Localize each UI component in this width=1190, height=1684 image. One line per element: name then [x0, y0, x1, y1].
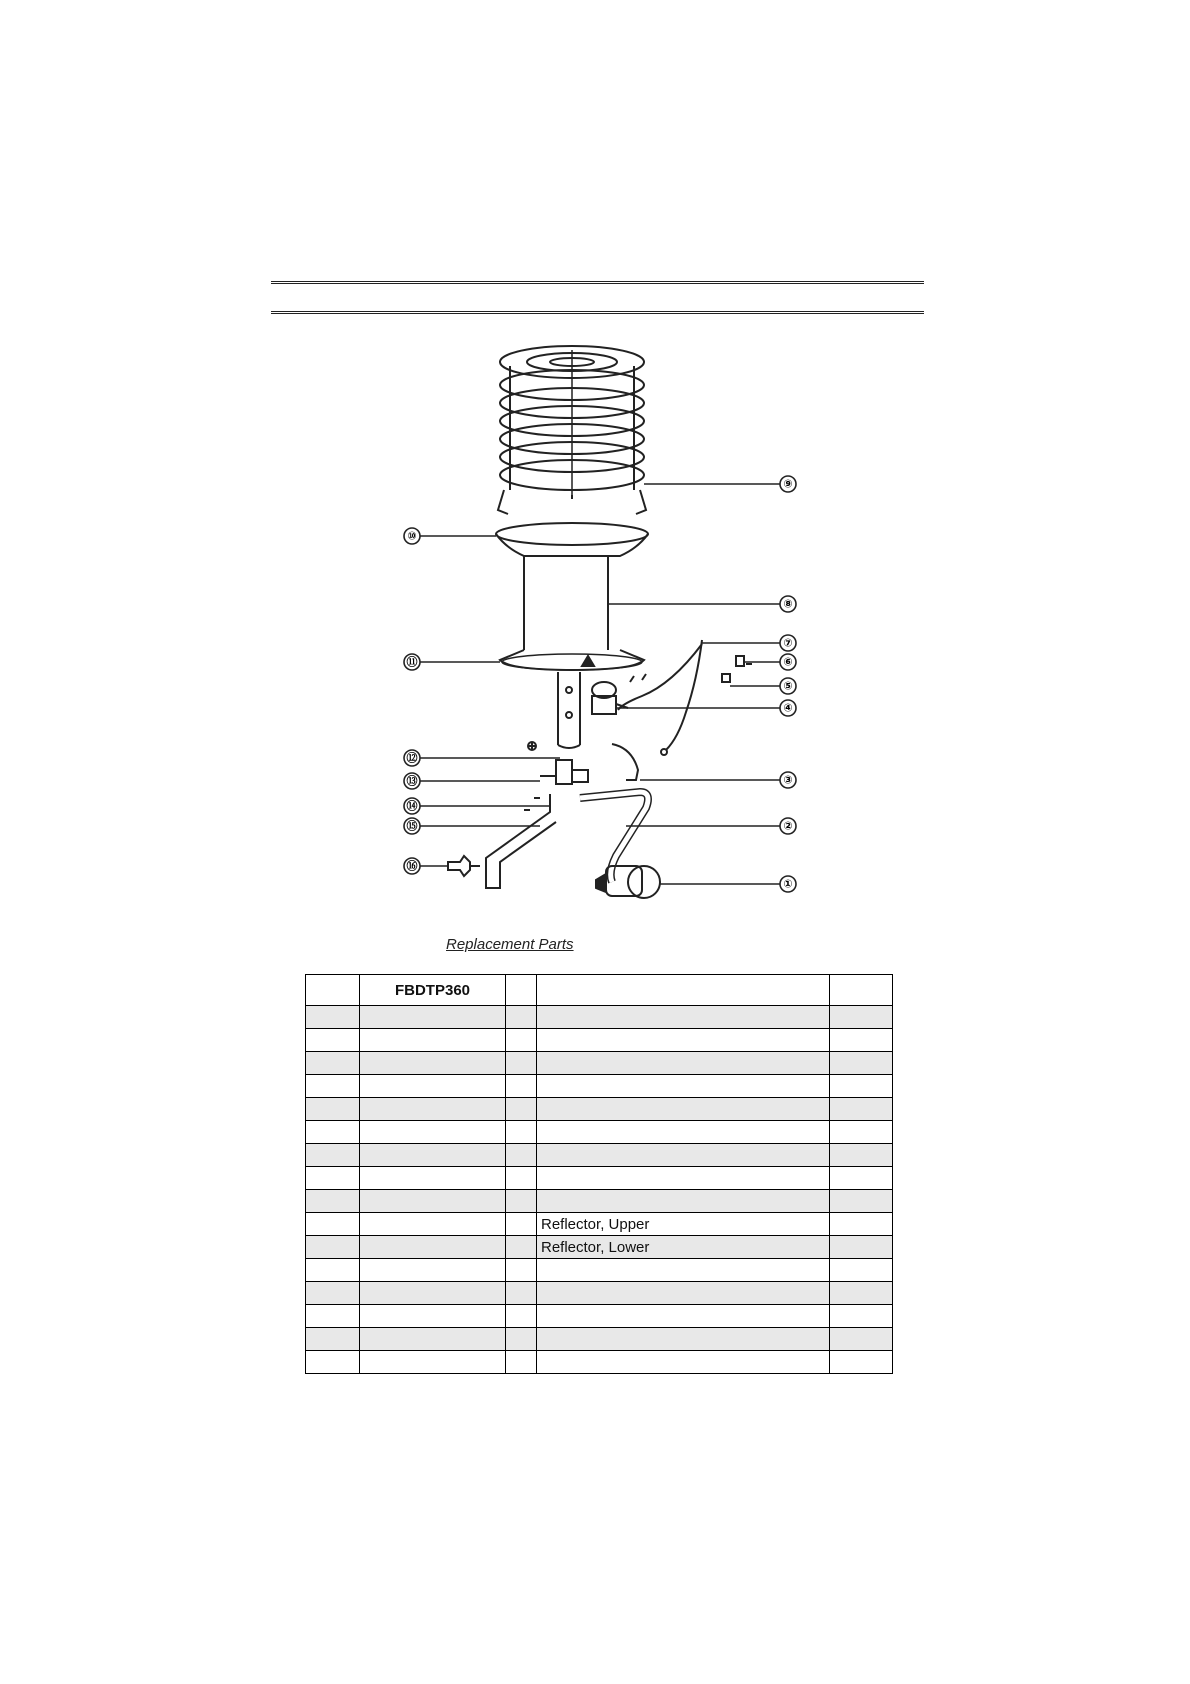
table-cell	[306, 1167, 360, 1190]
callout-14: ⑭	[406, 799, 418, 813]
control-knob	[448, 856, 480, 876]
table-cell	[830, 1006, 893, 1029]
table-cell	[506, 1190, 537, 1213]
table-cell	[360, 1282, 506, 1305]
table-cell	[537, 1121, 830, 1144]
table-cell	[306, 1075, 360, 1098]
table-cell	[506, 1029, 537, 1052]
table-cell	[360, 1098, 506, 1121]
table-cell	[506, 1328, 537, 1351]
table-cell: Reflector, Upper	[537, 1213, 830, 1236]
table-cell	[360, 1052, 506, 1075]
table-cell	[506, 1098, 537, 1121]
callout-11: ⑪	[406, 655, 418, 669]
table-cell	[360, 1351, 506, 1374]
callout-9: ⑨	[783, 477, 793, 491]
table-cell	[830, 1282, 893, 1305]
table-cell	[360, 1213, 506, 1236]
table-cell	[537, 1351, 830, 1374]
replacement-parts-caption: Replacement Parts	[446, 936, 574, 953]
table-cell	[537, 1144, 830, 1167]
table-cell	[506, 1282, 537, 1305]
table-cell	[537, 1282, 830, 1305]
table-cell	[537, 1305, 830, 1328]
table-cell	[537, 1328, 830, 1351]
table-cell	[537, 1190, 830, 1213]
thermocouple-wire	[666, 640, 702, 750]
table-cell	[830, 1328, 893, 1351]
table-row	[306, 1029, 893, 1052]
table-cell	[830, 1121, 893, 1144]
table-cell	[360, 1328, 506, 1351]
table-cell	[830, 975, 893, 1006]
table-cell	[537, 1052, 830, 1075]
callout-10: ⑩	[407, 529, 417, 543]
table-row	[306, 1006, 893, 1029]
table-cell	[506, 1213, 537, 1236]
table-cell	[537, 975, 830, 1006]
table-header-row	[306, 975, 893, 1006]
table-cell	[506, 975, 537, 1006]
table-cell	[830, 1075, 893, 1098]
table-cell	[306, 1305, 360, 1328]
table-row	[306, 1236, 893, 1259]
callout-13: ⑬	[406, 774, 418, 788]
callout-12: ⑫	[406, 751, 418, 765]
callout-7: ⑦	[783, 636, 793, 650]
table-cell	[306, 1236, 360, 1259]
table-cell	[506, 1259, 537, 1282]
heater-guard	[498, 346, 646, 514]
table-row	[306, 1144, 893, 1167]
table-cell	[360, 1006, 506, 1029]
table-cell	[306, 1052, 360, 1075]
table-cell	[506, 1052, 537, 1075]
table-cell	[360, 1144, 506, 1167]
table-row	[306, 1259, 893, 1282]
table-cell	[306, 1259, 360, 1282]
table-cell: FBDTP360	[360, 975, 506, 1006]
table-cell	[306, 1282, 360, 1305]
bracket-5	[722, 674, 730, 682]
replacement-parts-table	[305, 974, 893, 1374]
table-cell	[306, 975, 360, 1006]
table-cell	[506, 1144, 537, 1167]
table-row	[306, 1213, 893, 1236]
table-cell	[830, 1144, 893, 1167]
table-cell	[506, 1121, 537, 1144]
table-cell	[506, 1167, 537, 1190]
table-cell	[306, 1144, 360, 1167]
callout-16: ⑯	[406, 859, 418, 873]
table-cell	[506, 1236, 537, 1259]
table-cell	[360, 1305, 506, 1328]
table-cell	[830, 1236, 893, 1259]
table-row	[306, 1351, 893, 1374]
table-cell	[360, 1121, 506, 1144]
table-cell	[360, 1259, 506, 1282]
table-cell	[830, 1052, 893, 1075]
pilot-tube	[612, 744, 638, 780]
callout-4: ④	[783, 701, 793, 715]
callout-5: ⑤	[783, 679, 793, 693]
regulator	[596, 866, 660, 898]
control-valve	[528, 742, 588, 784]
table-cell	[537, 1006, 830, 1029]
table-row	[306, 1098, 893, 1121]
burner-post	[558, 672, 580, 748]
table-cell	[360, 1167, 506, 1190]
table-cell	[306, 1213, 360, 1236]
table-cell	[537, 1029, 830, 1052]
table-cell	[306, 1190, 360, 1213]
table-cell	[830, 1305, 893, 1328]
table-row	[306, 1190, 893, 1213]
table-cell	[306, 1328, 360, 1351]
table-cell	[306, 1098, 360, 1121]
table-cell	[830, 1167, 893, 1190]
table-cell	[306, 1351, 360, 1374]
mounting-bracket	[486, 794, 556, 888]
callout-2: ②	[783, 819, 793, 833]
table-cell	[830, 1029, 893, 1052]
table-cell	[506, 1305, 537, 1328]
table-cell	[537, 1259, 830, 1282]
table-row	[306, 1121, 893, 1144]
table-row	[306, 1052, 893, 1075]
gas-hose	[580, 792, 648, 882]
table-cell	[306, 1121, 360, 1144]
reflector-lower-shape	[500, 650, 644, 670]
callout-6: ⑥	[783, 655, 793, 669]
table-cell	[306, 1006, 360, 1029]
callout-15: ⑮	[406, 819, 418, 833]
callout-8: ⑧	[783, 597, 793, 611]
table-cell	[360, 1190, 506, 1213]
table-cell	[537, 1075, 830, 1098]
table-row	[306, 1282, 893, 1305]
table-row	[306, 1167, 893, 1190]
table-cell	[360, 1236, 506, 1259]
table-cell	[830, 1190, 893, 1213]
table-cell	[830, 1259, 893, 1282]
table-cell	[506, 1075, 537, 1098]
table-cell	[306, 1029, 360, 1052]
table-cell	[360, 1029, 506, 1052]
table-row	[306, 1305, 893, 1328]
table-cell	[506, 1351, 537, 1374]
table-cell	[830, 1351, 893, 1374]
table-cell	[537, 1167, 830, 1190]
table-cell	[830, 1213, 893, 1236]
table-cell	[537, 1098, 830, 1121]
reflector-upper-shape	[496, 523, 648, 556]
table-row	[306, 1328, 893, 1351]
burner-tube	[524, 556, 608, 650]
table-cell: Reflector, Lower	[537, 1236, 830, 1259]
bracket-6	[736, 656, 752, 666]
table-cell	[830, 1098, 893, 1121]
table-row	[306, 1075, 893, 1098]
callout-1: ①	[783, 877, 793, 891]
table-cell	[360, 1075, 506, 1098]
table-cell	[506, 1006, 537, 1029]
callout-3: ③	[783, 773, 793, 787]
